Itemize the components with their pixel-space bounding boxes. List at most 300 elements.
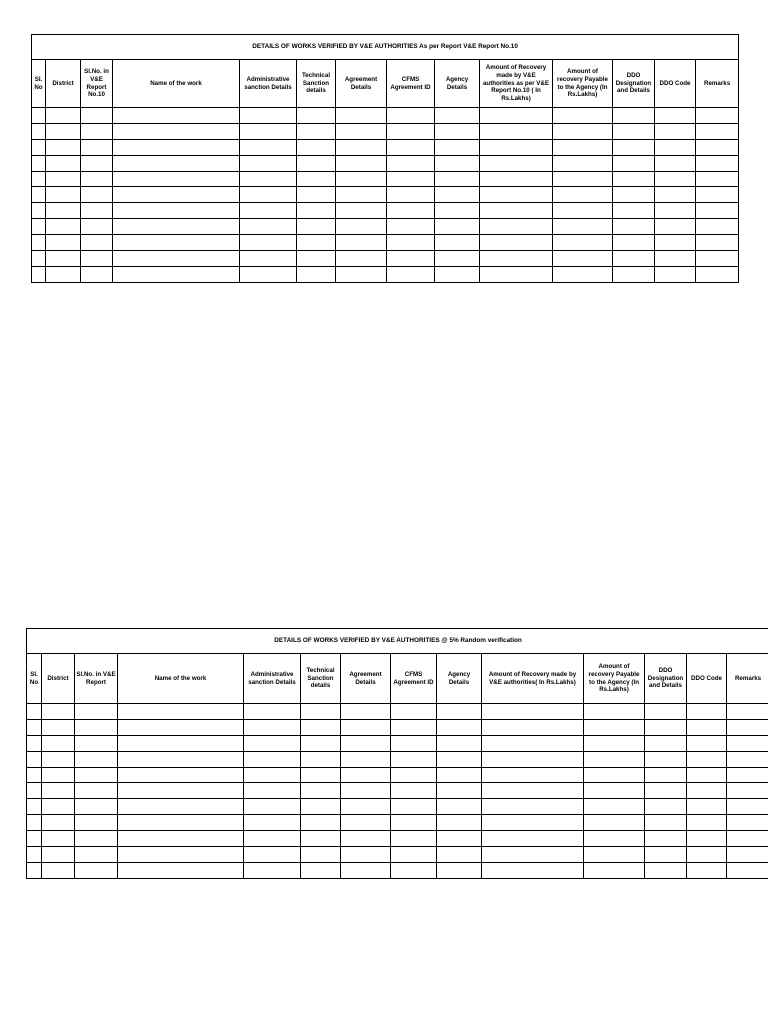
table-cell[interactable] — [27, 862, 42, 878]
table-cell[interactable] — [341, 815, 391, 831]
table-cell[interactable] — [687, 862, 727, 878]
table-cell[interactable] — [113, 187, 240, 203]
table-cell[interactable] — [113, 219, 240, 235]
table-cell[interactable] — [437, 767, 482, 783]
table-cell[interactable] — [336, 266, 387, 282]
table-cell[interactable] — [437, 783, 482, 799]
table-cell[interactable] — [341, 767, 391, 783]
table-cell[interactable] — [341, 831, 391, 847]
table-cell[interactable] — [437, 704, 482, 720]
table-cell[interactable] — [437, 799, 482, 815]
table-cell[interactable] — [244, 735, 301, 751]
table-cell[interactable] — [27, 847, 42, 863]
table-cell[interactable] — [435, 139, 480, 155]
table-cell[interactable] — [687, 799, 727, 815]
table-cell[interactable] — [655, 108, 696, 124]
table-cell[interactable] — [584, 719, 645, 735]
table-cell[interactable] — [32, 108, 46, 124]
table-cell[interactable] — [113, 171, 240, 187]
table-cell[interactable] — [387, 219, 435, 235]
table-cell[interactable] — [118, 862, 244, 878]
table-cell[interactable] — [32, 187, 46, 203]
table-cell[interactable] — [301, 862, 341, 878]
table-cell[interactable] — [301, 735, 341, 751]
table-cell[interactable] — [27, 815, 42, 831]
table-cell[interactable] — [687, 704, 727, 720]
table-cell[interactable] — [240, 266, 297, 282]
table-cell[interactable] — [613, 171, 655, 187]
table-cell[interactable] — [687, 831, 727, 847]
table-cell[interactable] — [81, 108, 113, 124]
table-cell[interactable] — [727, 831, 768, 847]
table-cell[interactable] — [480, 187, 553, 203]
table-cell[interactable] — [301, 815, 341, 831]
table-cell[interactable] — [480, 171, 553, 187]
table-cell[interactable] — [336, 108, 387, 124]
table-cell[interactable] — [113, 123, 240, 139]
table-cell[interactable] — [118, 783, 244, 799]
table-cell[interactable] — [118, 831, 244, 847]
table-cell[interactable] — [297, 155, 336, 171]
table-cell[interactable] — [118, 847, 244, 863]
table-cell[interactable] — [387, 108, 435, 124]
table-cell[interactable] — [435, 155, 480, 171]
table-cell[interactable] — [336, 123, 387, 139]
table-cell[interactable] — [687, 783, 727, 799]
table-cell[interactable] — [387, 266, 435, 282]
table-cell[interactable] — [435, 266, 480, 282]
table-cell[interactable] — [435, 219, 480, 235]
table-cell[interactable] — [244, 719, 301, 735]
table-cell[interactable] — [387, 235, 435, 251]
table-cell[interactable] — [244, 799, 301, 815]
table-cell[interactable] — [46, 155, 81, 171]
table-cell[interactable] — [435, 235, 480, 251]
table-cell[interactable] — [645, 815, 687, 831]
table-cell[interactable] — [32, 219, 46, 235]
table-cell[interactable] — [613, 155, 655, 171]
table-cell[interactable] — [118, 751, 244, 767]
table-cell[interactable] — [437, 831, 482, 847]
table-cell[interactable] — [42, 751, 75, 767]
table-cell[interactable] — [244, 815, 301, 831]
table-cell[interactable] — [655, 123, 696, 139]
table-cell[interactable] — [27, 783, 42, 799]
table-cell[interactable] — [118, 719, 244, 735]
table-cell[interactable] — [27, 751, 42, 767]
table-cell[interactable] — [244, 831, 301, 847]
table-cell[interactable] — [613, 219, 655, 235]
table-cell[interactable] — [482, 783, 584, 799]
table-cell[interactable] — [301, 783, 341, 799]
table-cell[interactable] — [391, 735, 437, 751]
table-cell[interactable] — [341, 783, 391, 799]
table-cell[interactable] — [118, 704, 244, 720]
table-cell[interactable] — [240, 155, 297, 171]
table-cell[interactable] — [32, 123, 46, 139]
table-cell[interactable] — [482, 751, 584, 767]
table-cell[interactable] — [727, 719, 768, 735]
table-cell[interactable] — [27, 719, 42, 735]
table-cell[interactable] — [240, 171, 297, 187]
table-cell[interactable] — [81, 139, 113, 155]
table-cell[interactable] — [696, 235, 739, 251]
table-cell[interactable] — [113, 108, 240, 124]
table-cell[interactable] — [391, 815, 437, 831]
table-cell[interactable] — [613, 251, 655, 267]
table-cell[interactable] — [297, 108, 336, 124]
table-cell[interactable] — [341, 704, 391, 720]
table-cell[interactable] — [645, 704, 687, 720]
table-cell[interactable] — [645, 783, 687, 799]
table-cell[interactable] — [553, 171, 613, 187]
table-cell[interactable] — [341, 847, 391, 863]
table-cell[interactable] — [42, 831, 75, 847]
table-cell[interactable] — [437, 862, 482, 878]
table-cell[interactable] — [301, 719, 341, 735]
table-cell[interactable] — [387, 139, 435, 155]
table-cell[interactable] — [645, 831, 687, 847]
table-cell[interactable] — [297, 139, 336, 155]
table-cell[interactable] — [81, 187, 113, 203]
table-cell[interactable] — [655, 155, 696, 171]
table-cell[interactable] — [46, 108, 81, 124]
table-cell[interactable] — [81, 251, 113, 267]
table-cell[interactable] — [480, 235, 553, 251]
table-cell[interactable] — [687, 847, 727, 863]
table-cell[interactable] — [387, 203, 435, 219]
table-cell[interactable] — [480, 266, 553, 282]
table-cell[interactable] — [687, 735, 727, 751]
table-cell[interactable] — [584, 799, 645, 815]
table-cell[interactable] — [553, 155, 613, 171]
table-cell[interactable] — [655, 219, 696, 235]
table-cell[interactable] — [655, 251, 696, 267]
table-cell[interactable] — [613, 123, 655, 139]
table-cell[interactable] — [391, 767, 437, 783]
table-cell[interactable] — [301, 831, 341, 847]
table-cell[interactable] — [240, 108, 297, 124]
table-cell[interactable] — [42, 767, 75, 783]
table-cell[interactable] — [553, 203, 613, 219]
table-cell[interactable] — [391, 719, 437, 735]
table-cell[interactable] — [553, 219, 613, 235]
table-cell[interactable] — [27, 735, 42, 751]
table-cell[interactable] — [645, 799, 687, 815]
table-cell[interactable] — [696, 171, 739, 187]
table-cell[interactable] — [584, 831, 645, 847]
table-cell[interactable] — [336, 203, 387, 219]
table-cell[interactable] — [645, 719, 687, 735]
table-cell[interactable] — [696, 251, 739, 267]
table-cell[interactable] — [696, 155, 739, 171]
table-cell[interactable] — [696, 219, 739, 235]
table-cell[interactable] — [655, 187, 696, 203]
table-cell[interactable] — [391, 862, 437, 878]
table-cell[interactable] — [482, 767, 584, 783]
table-cell[interactable] — [240, 235, 297, 251]
table-cell[interactable] — [81, 123, 113, 139]
table-cell[interactable] — [391, 704, 437, 720]
table-cell[interactable] — [113, 155, 240, 171]
table-cell[interactable] — [482, 735, 584, 751]
table-cell[interactable] — [645, 767, 687, 783]
table-cell[interactable] — [32, 235, 46, 251]
table-cell[interactable] — [727, 783, 768, 799]
table-cell[interactable] — [336, 235, 387, 251]
table-cell[interactable] — [584, 735, 645, 751]
table-cell[interactable] — [655, 203, 696, 219]
table-cell[interactable] — [297, 235, 336, 251]
table-cell[interactable] — [553, 139, 613, 155]
table-cell[interactable] — [244, 751, 301, 767]
table-cell[interactable] — [297, 266, 336, 282]
table-cell[interactable] — [46, 139, 81, 155]
table-cell[interactable] — [244, 783, 301, 799]
table-cell[interactable] — [480, 219, 553, 235]
table-cell[interactable] — [696, 266, 739, 282]
table-cell[interactable] — [584, 862, 645, 878]
table-cell[interactable] — [613, 187, 655, 203]
table-cell[interactable] — [27, 767, 42, 783]
table-cell[interactable] — [118, 767, 244, 783]
table-cell[interactable] — [81, 235, 113, 251]
table-cell[interactable] — [81, 155, 113, 171]
table-cell[interactable] — [75, 767, 118, 783]
table-cell[interactable] — [553, 123, 613, 139]
table-cell[interactable] — [75, 862, 118, 878]
table-cell[interactable] — [75, 815, 118, 831]
table-cell[interactable] — [687, 751, 727, 767]
table-cell[interactable] — [341, 735, 391, 751]
table-cell[interactable] — [482, 847, 584, 863]
table-cell[interactable] — [81, 219, 113, 235]
table-cell[interactable] — [75, 704, 118, 720]
table-cell[interactable] — [244, 847, 301, 863]
table-cell[interactable] — [437, 847, 482, 863]
table-cell[interactable] — [32, 251, 46, 267]
table-cell[interactable] — [435, 171, 480, 187]
table-cell[interactable] — [687, 767, 727, 783]
table-cell[interactable] — [387, 123, 435, 139]
table-cell[interactable] — [81, 171, 113, 187]
table-cell[interactable] — [240, 139, 297, 155]
table-cell[interactable] — [32, 266, 46, 282]
table-cell[interactable] — [482, 704, 584, 720]
table-cell[interactable] — [584, 847, 645, 863]
table-cell[interactable] — [613, 139, 655, 155]
table-cell[interactable] — [437, 751, 482, 767]
table-cell[interactable] — [32, 139, 46, 155]
table-cell[interactable] — [42, 719, 75, 735]
table-cell[interactable] — [553, 187, 613, 203]
table-cell[interactable] — [297, 251, 336, 267]
table-cell[interactable] — [391, 751, 437, 767]
table-cell[interactable] — [32, 155, 46, 171]
table-cell[interactable] — [240, 203, 297, 219]
table-cell[interactable] — [584, 783, 645, 799]
table-cell[interactable] — [32, 203, 46, 219]
table-cell[interactable] — [81, 266, 113, 282]
table-cell[interactable] — [244, 862, 301, 878]
table-cell[interactable] — [584, 767, 645, 783]
table-cell[interactable] — [27, 799, 42, 815]
table-cell[interactable] — [437, 735, 482, 751]
table-cell[interactable] — [297, 203, 336, 219]
table-cell[interactable] — [435, 203, 480, 219]
table-cell[interactable] — [387, 155, 435, 171]
table-cell[interactable] — [727, 799, 768, 815]
table-cell[interactable] — [727, 815, 768, 831]
table-cell[interactable] — [727, 862, 768, 878]
table-cell[interactable] — [727, 735, 768, 751]
table-cell[interactable] — [696, 187, 739, 203]
table-cell[interactable] — [113, 203, 240, 219]
table-cell[interactable] — [46, 171, 81, 187]
table-cell[interactable] — [696, 123, 739, 139]
table-cell[interactable] — [435, 123, 480, 139]
table-cell[interactable] — [244, 704, 301, 720]
table-cell[interactable] — [75, 831, 118, 847]
table-cell[interactable] — [113, 139, 240, 155]
table-cell[interactable] — [27, 704, 42, 720]
table-cell[interactable] — [696, 108, 739, 124]
table-cell[interactable] — [387, 187, 435, 203]
table-cell[interactable] — [437, 719, 482, 735]
table-cell[interactable] — [240, 123, 297, 139]
table-cell[interactable] — [75, 783, 118, 799]
table-cell[interactable] — [336, 187, 387, 203]
table-cell[interactable] — [584, 704, 645, 720]
table-cell[interactable] — [32, 171, 46, 187]
table-cell[interactable] — [27, 831, 42, 847]
table-cell[interactable] — [480, 155, 553, 171]
table-cell[interactable] — [480, 251, 553, 267]
table-cell[interactable] — [387, 251, 435, 267]
table-cell[interactable] — [42, 847, 75, 863]
table-cell[interactable] — [336, 171, 387, 187]
table-cell[interactable] — [613, 203, 655, 219]
table-cell[interactable] — [336, 139, 387, 155]
table-cell[interactable] — [655, 235, 696, 251]
table-cell[interactable] — [46, 266, 81, 282]
table-cell[interactable] — [482, 815, 584, 831]
table-cell[interactable] — [46, 251, 81, 267]
table-cell[interactable] — [118, 815, 244, 831]
table-cell[interactable] — [297, 171, 336, 187]
table-cell[interactable] — [553, 235, 613, 251]
table-cell[interactable] — [297, 123, 336, 139]
table-cell[interactable] — [655, 171, 696, 187]
table-cell[interactable] — [240, 219, 297, 235]
table-cell[interactable] — [341, 751, 391, 767]
table-cell[interactable] — [301, 767, 341, 783]
table-cell[interactable] — [301, 704, 341, 720]
table-cell[interactable] — [113, 251, 240, 267]
table-cell[interactable] — [391, 831, 437, 847]
table-cell[interactable] — [727, 767, 768, 783]
table-cell[interactable] — [435, 187, 480, 203]
table-cell[interactable] — [687, 815, 727, 831]
table-cell[interactable] — [584, 751, 645, 767]
table-cell[interactable] — [46, 235, 81, 251]
table-cell[interactable] — [727, 751, 768, 767]
table-cell[interactable] — [301, 799, 341, 815]
table-cell[interactable] — [46, 187, 81, 203]
table-cell[interactable] — [336, 251, 387, 267]
table-cell[interactable] — [240, 251, 297, 267]
table-cell[interactable] — [387, 171, 435, 187]
table-cell[interactable] — [336, 155, 387, 171]
table-cell[interactable] — [584, 815, 645, 831]
table-cell[interactable] — [480, 203, 553, 219]
table-cell[interactable] — [482, 799, 584, 815]
table-cell[interactable] — [437, 815, 482, 831]
table-cell[interactable] — [727, 704, 768, 720]
table-cell[interactable] — [655, 139, 696, 155]
table-cell[interactable] — [655, 266, 696, 282]
table-cell[interactable] — [391, 847, 437, 863]
table-cell[interactable] — [336, 219, 387, 235]
table-cell[interactable] — [113, 235, 240, 251]
table-cell[interactable] — [482, 862, 584, 878]
table-cell[interactable] — [645, 751, 687, 767]
table-cell[interactable] — [240, 187, 297, 203]
table-cell[interactable] — [553, 108, 613, 124]
table-cell[interactable] — [341, 799, 391, 815]
table-cell[interactable] — [46, 123, 81, 139]
table-cell[interactable] — [696, 139, 739, 155]
table-cell[interactable] — [75, 847, 118, 863]
table-cell[interactable] — [482, 719, 584, 735]
table-cell[interactable] — [687, 719, 727, 735]
table-cell[interactable] — [482, 831, 584, 847]
table-cell[interactable] — [480, 108, 553, 124]
table-cell[interactable] — [341, 862, 391, 878]
table-cell[interactable] — [341, 719, 391, 735]
table-cell[interactable] — [553, 266, 613, 282]
table-cell[interactable] — [75, 719, 118, 735]
table-cell[interactable] — [391, 799, 437, 815]
table-cell[interactable] — [42, 815, 75, 831]
table-cell[interactable] — [81, 203, 113, 219]
table-cell[interactable] — [118, 735, 244, 751]
table-cell[interactable] — [113, 266, 240, 282]
table-cell[interactable] — [435, 251, 480, 267]
table-cell[interactable] — [645, 862, 687, 878]
table-cell[interactable] — [42, 704, 75, 720]
table-cell[interactable] — [75, 735, 118, 751]
table-cell[interactable] — [297, 219, 336, 235]
table-cell[interactable] — [301, 751, 341, 767]
table-cell[interactable] — [75, 751, 118, 767]
table-cell[interactable] — [727, 847, 768, 863]
table-cell[interactable] — [645, 847, 687, 863]
table-cell[interactable] — [42, 783, 75, 799]
table-cell[interactable] — [613, 235, 655, 251]
table-cell[interactable] — [297, 187, 336, 203]
table-cell[interactable] — [553, 251, 613, 267]
table-cell[interactable] — [75, 799, 118, 815]
table-cell[interactable] — [118, 799, 244, 815]
table-cell[interactable] — [613, 108, 655, 124]
table-cell[interactable] — [480, 123, 553, 139]
table-cell[interactable] — [42, 862, 75, 878]
table-cell[interactable] — [46, 219, 81, 235]
table-cell[interactable] — [244, 767, 301, 783]
table-cell[interactable] — [435, 108, 480, 124]
table-cell[interactable] — [391, 783, 437, 799]
